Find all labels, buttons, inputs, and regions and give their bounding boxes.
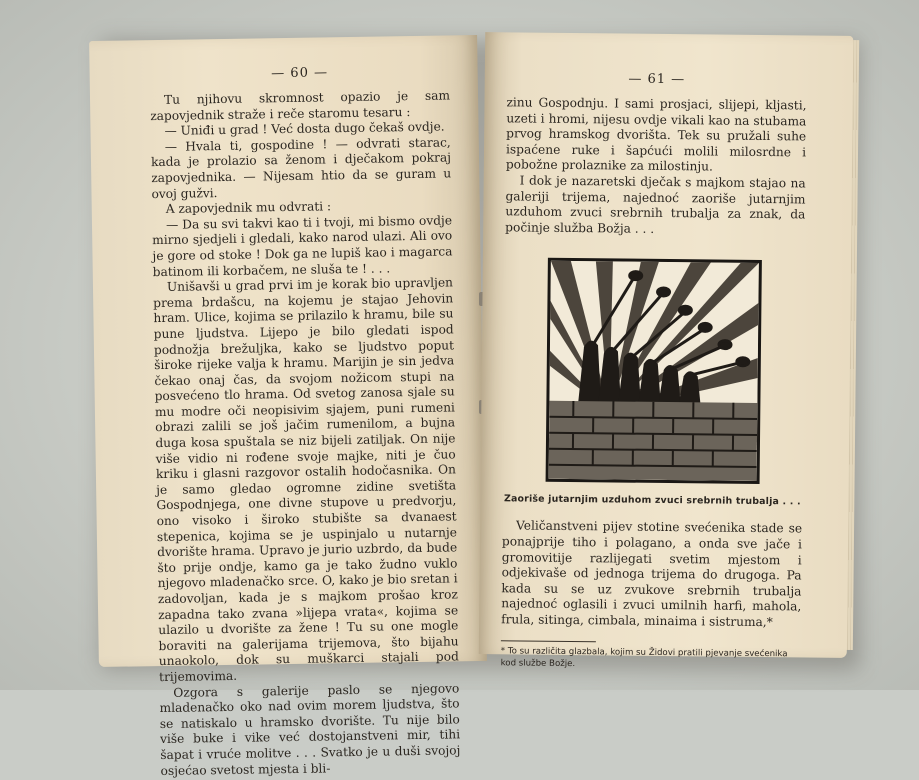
paragraph: Unišavši u grad prvi im je korak bio upravljen prema brdašcu, na kojemu je stajao Jehovin hram. Ulice, kojima se prilazilo k hramu, bile su pune ljudstva. Lijepo je bilo gledati ispod podnožja brežuljka, kako se ljudstvo poput široke rijeke valja k hramu. Marijin je sin jedva čekao onaj čas, da svojom nožicom stupi na posvećeno tlo hrama. Od svetog zanosa sjale su mu modre oči neopisivim sjajem, puni rumeni obrazi zalili se još jačim rumenilom, a bujna duga kosa spuštala se niz bijeli zatiljak. On nije više vidio ni rođene svoje majke, niti je čuo kriku i glasni razgovor ostalih hodočasnika. On je samo gledao ogromne zidine svetišta Gospodnjega, one divne stupove u predvorju, ono visoko i široko stubište sa dvanaest stepenica, kojima se je uspinjalo u nutarnje dvorište hrama. Upravo je jurio uzbrdo, da bude što prije ondje, kamo ga je tako žudno vuklo njegovo mladenačko srce. O, kako je bio sretan i zadovoljan, kada je s majkom prošao kroz zapadna tako zvana »lijepa vrata«, kojima se ulazilo u dvorište za žene ! Tu su one mogle boraviti na galerijama trijemova, što bijahu unaokolo, dok su muškarci stajali pod trijemovima.: [153, 276, 459, 686]
paragraph: — Da su svi takvi kao ti i tvoji, mi bismo ovdje mirno sjedjeli i gledali, kako narod ulazi. Ali ovo je gore od stoke ! Dok ga ne lupiš kao i magarca batinom ili korbačem, ne sluša te ! . . .: [152, 213, 453, 280]
right-page: [479, 32, 853, 658]
right-page-text-top: [505, 95, 806, 238]
right-page-text-bottom: [501, 519, 802, 631]
left-page: [89, 35, 487, 667]
paragraph: zinu Gospodnju. I sami prosjaci, slijepi, kljasti, uzeti i hromi, nijesu ovdje vikali kao na stubama prvog hramskog dvorišta. Tek su pružali suhe ispaćene ruke i šapćući molili milosrdne i pobožne prolaznike za milostinju.: [506, 95, 807, 176]
left-page-number: — 60 —: [150, 63, 450, 83]
right-page-number: — 61 —: [507, 70, 807, 88]
paragraph: Tu njihovu skromnost opazio je sam zapovjednik straže i reče staromu tesaru :: [150, 88, 450, 124]
paragraph: — Uniđi u grad ! Već dosta dugo čekaš ovdje.: [150, 120, 450, 140]
paragraph: Veličanstveni pijev stotine svećenika stade se ponajprije tiho i polagano, a onda sve jače i gromovitije razlijegati svetim mjestom i odjekivaše od jednoga trijema do drugoga. Pa kada su se uz zvukove srebrnih trubalja najednoć oglasili i zvuci umilnih harfi, mahola, frula, sitinga, cimbala, minaima i sistruma,*: [501, 519, 802, 631]
footnote: * To su različita glazbala, kojim su Židovi pratili pjevanje svećenika kod službe Božje.: [501, 645, 801, 672]
paragraph: A zapovjednik mu odvrati :: [152, 198, 452, 218]
trumpeters-illustration: [546, 258, 762, 484]
trumpeters-woodcut-image: [549, 261, 759, 481]
right-page-content: [501, 70, 807, 672]
paragraph: Ozgora s galerije paslo se njegovo mladenačko oko nad ovim morem ljudstva, što se natiskalo u hramsko dvorište. Tu nije bilo više buke i vike već dostojanstveni mir, tihi šapat i vruće molitve . . . Svatko je u duši svojoj osjećao svetost mjesta i bli-: [159, 681, 460, 779]
illustration-caption: Zaoriše jutarnjim uzduhom zvuci srebrnih trubalja . . .: [502, 494, 802, 508]
footnote-divider: [501, 640, 596, 642]
left-page-content: [150, 63, 461, 779]
paragraph: I dok je nazaretski dječak s majkom stajao na galeriji trijema, najednoć zaoriše jutarnjim uzduhom zvuci srebrnih trubalja za znak, da počinje služba Božja . . .: [505, 173, 806, 239]
left-page-text: [150, 88, 461, 779]
paragraph: — Hvala ti, gospodine ! — odvrati starac, kada je prolazio sa ženom i dječakom pokraj zapovjednika. — Nijesam htio da se guram u ovoj gužvi.: [151, 135, 452, 202]
